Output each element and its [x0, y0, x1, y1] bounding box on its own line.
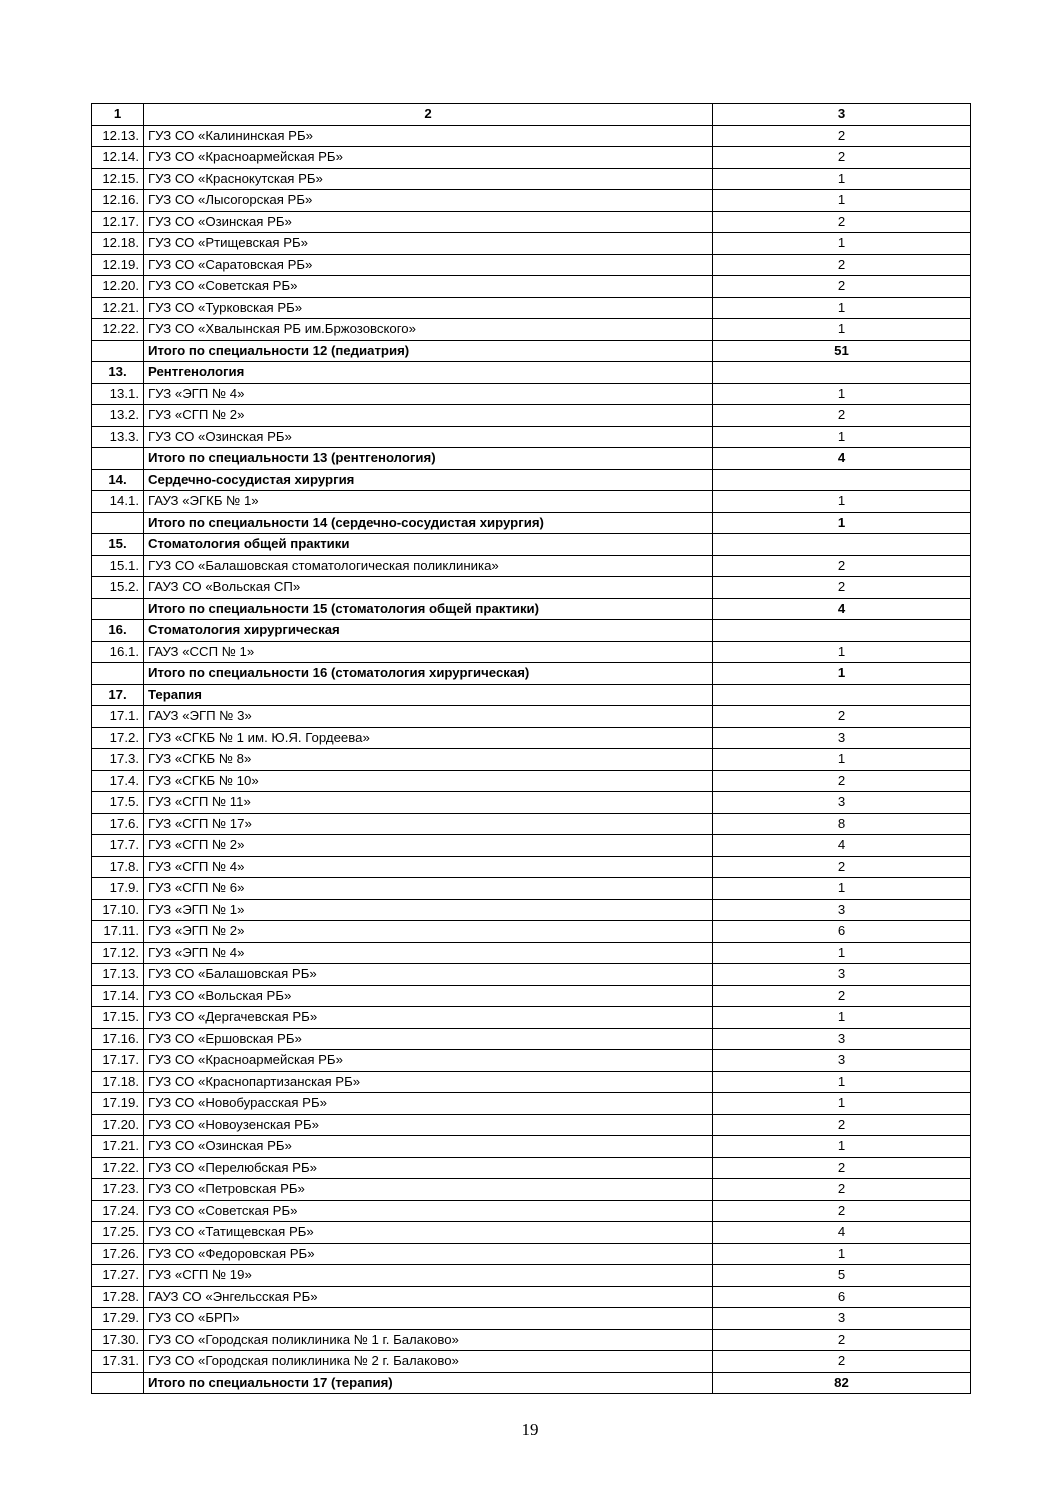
- row-name-cell: ГУЗ СО «Озинская РБ»: [144, 426, 713, 448]
- row-name-cell: ГУЗ СО «Саратовская РБ»: [144, 254, 713, 276]
- row-number-cell: 12.20.: [92, 276, 144, 298]
- table-header-row: [92, 104, 971, 126]
- row-value-cell: [713, 684, 971, 706]
- row-number-cell: 17.2.: [92, 727, 144, 749]
- total-row: [92, 663, 971, 685]
- row-number-cell: 17.10.: [92, 899, 144, 921]
- row-number-cell: 17.8.: [92, 856, 144, 878]
- row-name-cell: ГУЗ «СГП № 17»: [144, 813, 713, 835]
- row-number-cell: 17.30.: [92, 1329, 144, 1351]
- header-cell-organization: 2: [144, 104, 713, 126]
- row-number-cell: 15.2.: [92, 577, 144, 599]
- row-name-cell: ГУЗ «СГКБ № 8»: [144, 749, 713, 771]
- page-number: 19: [521, 1420, 539, 1439]
- row-name-cell: Итого по специальности 14 (сердечно-сосудистая хирургия): [144, 512, 713, 534]
- table-row: [92, 405, 971, 427]
- row-number-cell: 17.14.: [92, 985, 144, 1007]
- row-value-cell: 3: [713, 727, 971, 749]
- table-row: [92, 555, 971, 577]
- table-row: [92, 1093, 971, 1115]
- row-name-cell: Итого по специальности 16 (стоматология хирургическая): [144, 663, 713, 685]
- table-row: [92, 727, 971, 749]
- section-row: [92, 684, 971, 706]
- header-cell-number: 1: [92, 104, 144, 126]
- row-number-cell: 15.: [92, 534, 144, 556]
- row-value-cell: 2: [713, 254, 971, 276]
- row-value-cell: 2: [713, 577, 971, 599]
- row-number-cell: 17.7.: [92, 835, 144, 857]
- row-number-cell: [92, 340, 144, 362]
- row-value-cell: 1: [713, 512, 971, 534]
- table-row: [92, 1243, 971, 1265]
- table-row: [92, 899, 971, 921]
- row-value-cell: [713, 362, 971, 384]
- row-number-cell: 12.15.: [92, 168, 144, 190]
- row-name-cell: ГУЗ СО «Дергачевская РБ»: [144, 1007, 713, 1029]
- row-number-cell: 17.15.: [92, 1007, 144, 1029]
- row-name-cell: Итого по специальности 13 (рентгенология): [144, 448, 713, 470]
- row-name-cell: ГАУЗ «ЭГП № 3»: [144, 706, 713, 728]
- row-value-cell: 2: [713, 770, 971, 792]
- row-number-cell: 17.16.: [92, 1028, 144, 1050]
- row-number-cell: 13.3.: [92, 426, 144, 448]
- row-value-cell: 1: [713, 1093, 971, 1115]
- row-value-cell: 2: [713, 1114, 971, 1136]
- table-row: [92, 1200, 971, 1222]
- row-value-cell: 1: [713, 1071, 971, 1093]
- row-name-cell: ГУЗ СО «Ртищевская РБ»: [144, 233, 713, 255]
- row-number-cell: 14.1.: [92, 491, 144, 513]
- row-number-cell: 17.4.: [92, 770, 144, 792]
- row-name-cell: ГУЗ «СГП № 4»: [144, 856, 713, 878]
- row-name-cell: ГАУЗ «ЭГКБ № 1»: [144, 491, 713, 513]
- row-name-cell: ГУЗ СО «Татищевская РБ»: [144, 1222, 713, 1244]
- row-name-cell: ГУЗ «ЭГП № 4»: [144, 942, 713, 964]
- table-body: [92, 104, 971, 1394]
- row-number-cell: 15.1.: [92, 555, 144, 577]
- table-row: [92, 211, 971, 233]
- table-row: [92, 985, 971, 1007]
- row-number-cell: 17.18.: [92, 1071, 144, 1093]
- table-row: [92, 1351, 971, 1373]
- row-value-cell: 1: [713, 641, 971, 663]
- table-row: [92, 964, 971, 986]
- table-row: [92, 749, 971, 771]
- row-value-cell: [713, 469, 971, 491]
- row-number-cell: 17.28.: [92, 1286, 144, 1308]
- row-number-cell: 17.1.: [92, 706, 144, 728]
- table-row: [92, 1114, 971, 1136]
- table-row: [92, 168, 971, 190]
- row-name-cell: ГУЗ СО «Городская поликлиника № 2 г. Балаково»: [144, 1351, 713, 1373]
- row-name-cell: ГУЗ СО «Новоузенская РБ»: [144, 1114, 713, 1136]
- row-number-cell: 17.17.: [92, 1050, 144, 1072]
- row-value-cell: 2: [713, 856, 971, 878]
- row-value-cell: 1: [713, 319, 971, 341]
- header-cell-count: 3: [713, 104, 971, 126]
- row-number-cell: 12.19.: [92, 254, 144, 276]
- table-row: [92, 770, 971, 792]
- table-row: [92, 319, 971, 341]
- row-value-cell: 51: [713, 340, 971, 362]
- row-number-cell: 13.2.: [92, 405, 144, 427]
- row-value-cell: 5: [713, 1265, 971, 1287]
- row-value-cell: 6: [713, 1286, 971, 1308]
- row-number-cell: 17.29.: [92, 1308, 144, 1330]
- row-number-cell: 17.24.: [92, 1200, 144, 1222]
- row-number-cell: 13.1.: [92, 383, 144, 405]
- table-row: [92, 1136, 971, 1158]
- row-name-cell: ГУЗ «СГП № 2»: [144, 405, 713, 427]
- row-value-cell: 3: [713, 899, 971, 921]
- row-value-cell: 1: [713, 168, 971, 190]
- row-name-cell: ГУЗ СО «Вольская РБ»: [144, 985, 713, 1007]
- row-value-cell: 2: [713, 276, 971, 298]
- table-row: [92, 190, 971, 212]
- total-row: [92, 448, 971, 470]
- row-name-cell: ГУЗ СО «Калининская РБ»: [144, 125, 713, 147]
- section-row: [92, 620, 971, 642]
- table-row: [92, 125, 971, 147]
- row-value-cell: 2: [713, 405, 971, 427]
- section-row: [92, 469, 971, 491]
- row-number-cell: 17.22.: [92, 1157, 144, 1179]
- table-row: [92, 1222, 971, 1244]
- row-number-cell: [92, 663, 144, 685]
- table-row: [92, 813, 971, 835]
- row-value-cell: 3: [713, 1308, 971, 1330]
- table-row: [92, 1007, 971, 1029]
- table-row: [92, 1050, 971, 1072]
- row-value-cell: 4: [713, 598, 971, 620]
- row-number-cell: 16.: [92, 620, 144, 642]
- row-name-cell: Сердечно-сосудистая хирургия: [144, 469, 713, 491]
- row-name-cell: ГУЗ СО «Озинская РБ»: [144, 211, 713, 233]
- table-row: [92, 233, 971, 255]
- row-number-cell: 17.5.: [92, 792, 144, 814]
- table-row: [92, 1179, 971, 1201]
- row-value-cell: 1: [713, 491, 971, 513]
- row-value-cell: 3: [713, 792, 971, 814]
- table-row: [92, 383, 971, 405]
- row-name-cell: ГУЗ «СГКБ № 10»: [144, 770, 713, 792]
- row-number-cell: 17.20.: [92, 1114, 144, 1136]
- row-name-cell: ГУЗ СО «Хвалынская РБ им.Бржозовского»: [144, 319, 713, 341]
- row-value-cell: 2: [713, 125, 971, 147]
- table-row: [92, 1286, 971, 1308]
- row-number-cell: 17.23.: [92, 1179, 144, 1201]
- row-value-cell: 8: [713, 813, 971, 835]
- row-number-cell: 17.12.: [92, 942, 144, 964]
- row-number-cell: 14.: [92, 469, 144, 491]
- distribution-table: [91, 103, 971, 1394]
- total-row: [92, 512, 971, 534]
- section-row: [92, 534, 971, 556]
- row-name-cell: ГУЗ СО «Советская РБ»: [144, 276, 713, 298]
- row-value-cell: 2: [713, 985, 971, 1007]
- row-value-cell: 82: [713, 1372, 971, 1394]
- table-row: [92, 1157, 971, 1179]
- row-value-cell: 2: [713, 147, 971, 169]
- row-name-cell: Стоматология хирургическая: [144, 620, 713, 642]
- row-number-cell: 12.14.: [92, 147, 144, 169]
- row-name-cell: ГУЗ СО «Краснокутская РБ»: [144, 168, 713, 190]
- row-number-cell: 12.21.: [92, 297, 144, 319]
- table-row: [92, 276, 971, 298]
- table-row: [92, 1329, 971, 1351]
- row-value-cell: 1: [713, 426, 971, 448]
- row-number-cell: 17.25.: [92, 1222, 144, 1244]
- row-number-cell: 17.13.: [92, 964, 144, 986]
- table-row: [92, 491, 971, 513]
- total-row: [92, 598, 971, 620]
- row-name-cell: Итого по специальности 12 (педиатрия): [144, 340, 713, 362]
- row-value-cell: 2: [713, 1179, 971, 1201]
- row-name-cell: ГУЗ СО «Новобурасская РБ»: [144, 1093, 713, 1115]
- row-name-cell: ГУЗ СО «Лысогорская РБ»: [144, 190, 713, 212]
- table-row: [92, 942, 971, 964]
- row-name-cell: ГУЗ «ЭГП № 4»: [144, 383, 713, 405]
- row-name-cell: ГУЗ СО «Ершовская РБ»: [144, 1028, 713, 1050]
- row-value-cell: 2: [713, 1351, 971, 1373]
- row-name-cell: Стоматология общей практики: [144, 534, 713, 556]
- row-number-cell: [92, 598, 144, 620]
- row-value-cell: 4: [713, 835, 971, 857]
- row-name-cell: ГУЗ «СГП № 11»: [144, 792, 713, 814]
- row-name-cell: ГУЗ СО «Красноармейская РБ»: [144, 147, 713, 169]
- table-row: [92, 706, 971, 728]
- table-row: [92, 147, 971, 169]
- row-name-cell: ГУЗ СО «БРП»: [144, 1308, 713, 1330]
- row-name-cell: ГАУЗ СО «Вольская СП»: [144, 577, 713, 599]
- row-number-cell: 17.31.: [92, 1351, 144, 1373]
- section-row: [92, 362, 971, 384]
- row-value-cell: 1: [713, 942, 971, 964]
- row-value-cell: 1: [713, 190, 971, 212]
- row-name-cell: ГУЗ «ЭГП № 1»: [144, 899, 713, 921]
- row-value-cell: 2: [713, 706, 971, 728]
- table-row: [92, 792, 971, 814]
- row-value-cell: 2: [713, 1200, 971, 1222]
- row-name-cell: ГУЗ СО «Краснопартизанская РБ»: [144, 1071, 713, 1093]
- row-value-cell: 2: [713, 1329, 971, 1351]
- row-value-cell: 1: [713, 233, 971, 255]
- row-value-cell: 4: [713, 448, 971, 470]
- row-value-cell: 3: [713, 1050, 971, 1072]
- row-name-cell: ГУЗ СО «Перелюбская РБ»: [144, 1157, 713, 1179]
- table-row: [92, 1308, 971, 1330]
- row-value-cell: 2: [713, 555, 971, 577]
- row-name-cell: ГУЗ СО «Федоровская РБ»: [144, 1243, 713, 1265]
- row-number-cell: [92, 448, 144, 470]
- row-number-cell: 16.1.: [92, 641, 144, 663]
- row-number-cell: 12.17.: [92, 211, 144, 233]
- row-value-cell: 1: [713, 663, 971, 685]
- row-number-cell: 17.3.: [92, 749, 144, 771]
- row-value-cell: 6: [713, 921, 971, 943]
- table-row: [92, 835, 971, 857]
- row-number-cell: 17.19.: [92, 1093, 144, 1115]
- row-number-cell: 12.22.: [92, 319, 144, 341]
- row-name-cell: Терапия: [144, 684, 713, 706]
- row-name-cell: Рентгенология: [144, 362, 713, 384]
- row-name-cell: ГАУЗ СО «Энгельсская РБ»: [144, 1286, 713, 1308]
- row-name-cell: ГУЗ СО «Балашовская РБ»: [144, 964, 713, 986]
- row-value-cell: 1: [713, 878, 971, 900]
- row-value-cell: 3: [713, 964, 971, 986]
- row-number-cell: 17.9.: [92, 878, 144, 900]
- row-number-cell: 17.27.: [92, 1265, 144, 1287]
- row-value-cell: [713, 620, 971, 642]
- table-row: [92, 297, 971, 319]
- table-row: [92, 1028, 971, 1050]
- row-name-cell: ГУЗ «СГП № 19»: [144, 1265, 713, 1287]
- row-number-cell: 12.16.: [92, 190, 144, 212]
- row-name-cell: ГУЗ СО «Балашовская стоматологическая поликлиника»: [144, 555, 713, 577]
- row-number-cell: [92, 1372, 144, 1394]
- row-name-cell: ГУЗ СО «Красноармейская РБ»: [144, 1050, 713, 1072]
- table-row: [92, 856, 971, 878]
- row-number-cell: 17.26.: [92, 1243, 144, 1265]
- row-name-cell: ГУЗ СО «Советская РБ»: [144, 1200, 713, 1222]
- row-value-cell: 3: [713, 1028, 971, 1050]
- table-row: [92, 921, 971, 943]
- table-row: [92, 577, 971, 599]
- row-number-cell: 12.13.: [92, 125, 144, 147]
- row-number-cell: 12.18.: [92, 233, 144, 255]
- table-row: [92, 1265, 971, 1287]
- row-number-cell: 17.21.: [92, 1136, 144, 1158]
- row-name-cell: ГУЗ СО «Озинская РБ»: [144, 1136, 713, 1158]
- table-row: [92, 254, 971, 276]
- row-name-cell: ГАУЗ «ССП № 1»: [144, 641, 713, 663]
- row-number-cell: 17.: [92, 684, 144, 706]
- row-value-cell: 4: [713, 1222, 971, 1244]
- table-row: [92, 878, 971, 900]
- row-value-cell: [713, 534, 971, 556]
- total-row: [92, 340, 971, 362]
- table-row: [92, 1071, 971, 1093]
- row-value-cell: 1: [713, 1136, 971, 1158]
- row-name-cell: ГУЗ «СГКБ № 1 им. Ю.Я. Гордеева»: [144, 727, 713, 749]
- row-value-cell: 1: [713, 383, 971, 405]
- row-value-cell: 2: [713, 211, 971, 233]
- row-name-cell: ГУЗ СО «Турковская РБ»: [144, 297, 713, 319]
- row-number-cell: 17.6.: [92, 813, 144, 835]
- row-name-cell: Итого по специальности 17 (терапия): [144, 1372, 713, 1394]
- row-number-cell: [92, 512, 144, 534]
- row-name-cell: ГУЗ «ЭГП № 2»: [144, 921, 713, 943]
- row-name-cell: Итого по специальности 15 (стоматология общей практики): [144, 598, 713, 620]
- row-value-cell: 1: [713, 1243, 971, 1265]
- row-number-cell: 13.: [92, 362, 144, 384]
- row-name-cell: ГУЗ СО «Городская поликлиника № 1 г. Балаково»: [144, 1329, 713, 1351]
- row-value-cell: 1: [713, 297, 971, 319]
- row-name-cell: ГУЗ «СГП № 6»: [144, 878, 713, 900]
- table-row: [92, 426, 971, 448]
- row-value-cell: 2: [713, 1157, 971, 1179]
- row-value-cell: 1: [713, 749, 971, 771]
- row-number-cell: 17.11.: [92, 921, 144, 943]
- table-row: [92, 641, 971, 663]
- row-name-cell: ГУЗ «СГП № 2»: [144, 835, 713, 857]
- row-value-cell: 1: [713, 1007, 971, 1029]
- row-name-cell: ГУЗ СО «Петровская РБ»: [144, 1179, 713, 1201]
- total-row: [92, 1372, 971, 1394]
